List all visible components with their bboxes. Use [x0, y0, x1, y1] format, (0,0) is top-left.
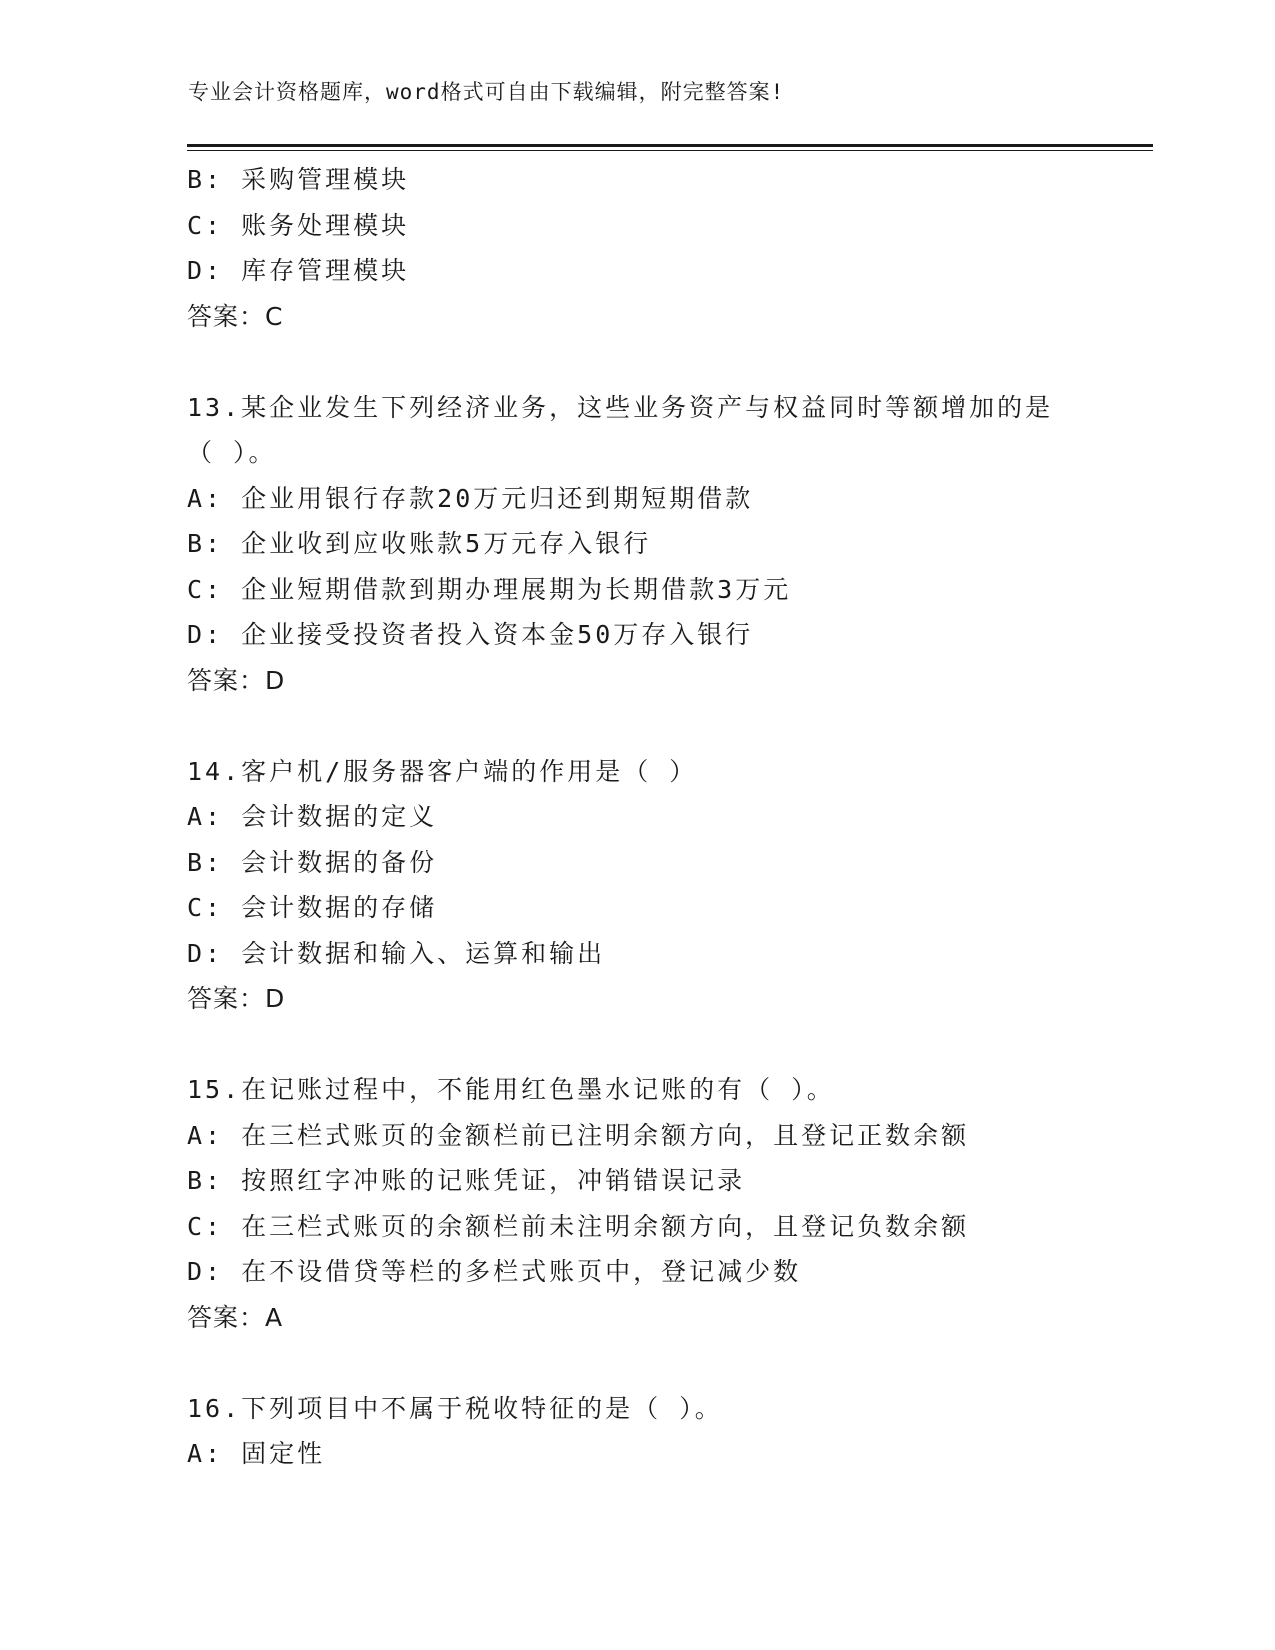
question-block: [187, 385, 1137, 704]
page-header: 专业会计资格题库，word格式可自由下载编辑，附完整答案!: [188, 80, 785, 104]
option-b: B: 按照红字冲账的记账凭证，冲销错误记录: [187, 1166, 746, 1195]
question-block: [187, 749, 1137, 1022]
header-rule-thick: [187, 144, 1153, 147]
answer: 答案：A: [187, 1302, 284, 1332]
option-b: B: 采购管理模块: [187, 165, 410, 194]
question-stem: 14.客户机/服务器客户端的作用是（ ）: [187, 756, 698, 786]
option-a: A: 固定性: [187, 1439, 326, 1468]
question-stem-continued: （ ）。: [187, 438, 277, 467]
answer: 答案：D: [187, 665, 286, 695]
question-stem: 15.在记账过程中，不能用红色墨水记账的有（ ）。: [187, 1075, 835, 1104]
option-c: C: 账务处理模块: [187, 210, 410, 240]
option-d: D: 在不设借贷等栏的多栏式账页中，登记减少数: [187, 1257, 802, 1286]
question-stem: 13.某企业发生下列经济业务，这些业务资产与权益同时等额增加的是: [187, 392, 1054, 422]
option-c: C: 企业短期借款到期办理展期为长期借款3万元: [187, 574, 792, 604]
question-list: [187, 157, 1137, 1477]
option-a: A: 企业用银行存款20万元归还到期短期借款: [187, 483, 754, 513]
option-d: D: 会计数据和输入、运算和输出: [187, 938, 606, 968]
option-b: B: 企业收到应收账款5万元存入银行: [187, 529, 652, 558]
header-rule-thin: [187, 150, 1153, 151]
question-block: [187, 157, 1137, 339]
option-b: B: 会计数据的备份: [187, 847, 438, 877]
option-d: D: 库存管理模块: [187, 256, 410, 285]
option-d: D: 企业接受投资者投入资本金50万存入银行: [187, 620, 754, 649]
question-block: [187, 1067, 1137, 1340]
answer: 答案：C: [187, 301, 284, 331]
question-block: [187, 1386, 1137, 1477]
option-c: C: 会计数据的存储: [187, 893, 438, 922]
question-stem: 16.下列项目中不属于税收特征的是（ ）。: [187, 1393, 723, 1423]
option-a: A: 在三栏式账页的金额栏前已注明余额方向，且登记正数余额: [187, 1120, 970, 1150]
option-a: A: 会计数据的定义: [187, 802, 438, 831]
option-c: C: 在三栏式账页的余额栏前未注明余额方向，且登记负数余额: [187, 1211, 970, 1241]
answer: 答案：D: [187, 984, 286, 1013]
